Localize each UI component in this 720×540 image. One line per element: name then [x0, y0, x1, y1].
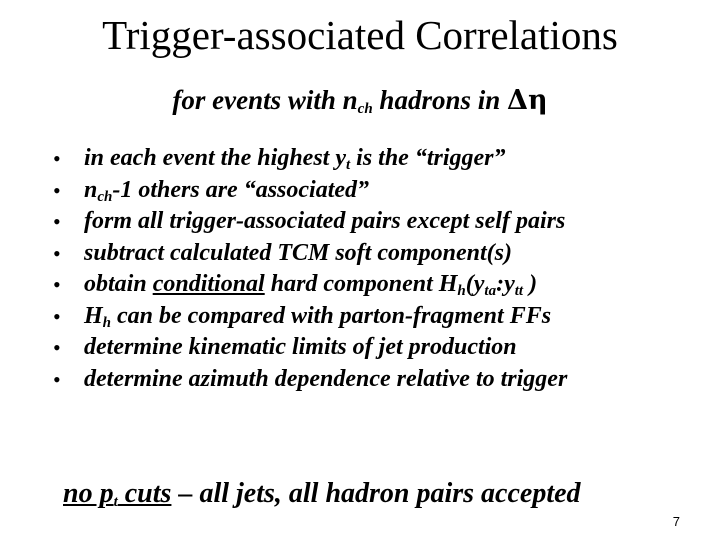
- delta-eta-symbol: Δη: [507, 85, 548, 116]
- bottom-text: – all jets, all hadron pairs accepted: [171, 478, 581, 509]
- bottom-text: cuts: [117, 478, 172, 509]
- bullet-list: [0, 143, 720, 395]
- bullet-item: [0, 269, 720, 301]
- bullet-dot: •: [53, 303, 61, 329]
- bottom-underlined: [63, 478, 171, 509]
- bullet-dot: •: [53, 240, 61, 266]
- bullet-text: (y: [465, 271, 485, 297]
- bullet-text: determine kinematic limits of jet production: [84, 334, 517, 360]
- bullet-text: can be compared with parton-fragment FFs: [111, 302, 552, 329]
- bullet-text: obtain: [84, 271, 153, 297]
- underlined-word: conditional: [152, 271, 265, 297]
- bullet-dot: •: [53, 272, 61, 297]
- bullet-text: is the “trigger”: [350, 145, 506, 171]
- bullet-sub: tt: [514, 283, 524, 299]
- bullet-text: -1 others are “associated”: [112, 176, 370, 203]
- bullet-text: :y: [496, 271, 515, 297]
- bullet-text: hard component H: [264, 271, 458, 297]
- bullet-sub: ch: [97, 188, 113, 205]
- bottom-statement: [63, 477, 581, 511]
- bullet-sub: h: [102, 314, 112, 331]
- bullet-text: form all trigger-associated pairs except self pairs: [84, 208, 566, 234]
- bullet-item: [0, 301, 720, 333]
- bullet-item: [0, 238, 720, 270]
- subtitle-text: for events with n: [172, 85, 358, 115]
- bottom-text: no p: [63, 478, 114, 509]
- slide-title: Trigger-associated Correlations: [102, 12, 618, 58]
- bullet-dot: •: [53, 209, 61, 234]
- bullet-sub: ta: [484, 283, 497, 299]
- bullet-text: in each event the highest y: [84, 145, 346, 171]
- bottom-sub: t: [113, 494, 118, 510]
- bullet-item: [0, 332, 720, 364]
- bullet-text: H: [84, 302, 103, 329]
- bullet-item: [0, 364, 720, 396]
- bullet-item: [0, 143, 720, 175]
- bullet-text: n: [84, 176, 98, 203]
- bullet-text: determine azimuth dependence relative to trigger: [84, 365, 568, 392]
- page-number: 7: [672, 514, 680, 529]
- subtitle-text-2: hadrons in: [372, 85, 507, 115]
- bullet-item: [0, 206, 720, 238]
- bullet-sub: t: [345, 157, 351, 173]
- bullet-sub: h: [457, 283, 466, 299]
- bullet-text: ): [523, 271, 538, 297]
- bullet-dot: •: [53, 366, 61, 392]
- bullet-text: subtract calculated TCM soft component(s): [84, 239, 512, 266]
- bullet-dot: •: [53, 177, 61, 203]
- bullet-item: [0, 175, 720, 207]
- bullet-dot: •: [53, 146, 61, 171]
- slide-subtitle: [0, 84, 720, 117]
- subtitle-sub-ch: ch: [357, 101, 373, 117]
- bullet-dot: •: [53, 335, 61, 360]
